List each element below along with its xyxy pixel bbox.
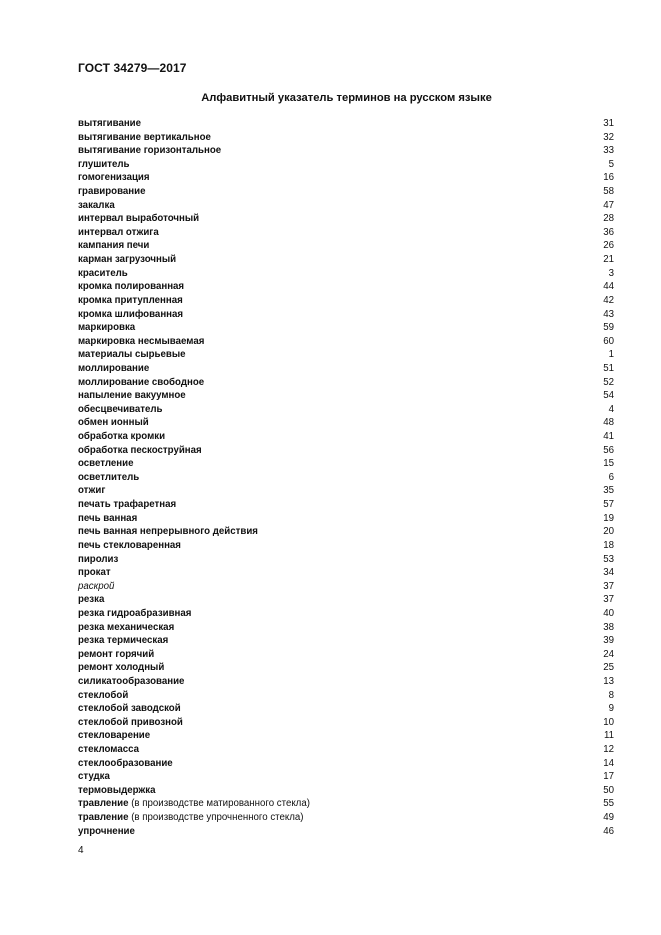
index-page-ref: 55	[603, 798, 614, 810]
index-page-ref: 28	[603, 213, 614, 225]
index-term-qualifier: (в производстве матированного стекла)	[131, 798, 310, 810]
index-page-ref: 19	[603, 512, 614, 524]
index-term: вытягивание вертикальное	[78, 131, 211, 143]
index-term: маркировка	[78, 322, 136, 334]
index-entry-term-group	[78, 648, 154, 662]
index-page-ref: 10	[603, 716, 614, 728]
index-term: вытягивание	[78, 118, 142, 129]
index-term: силикатообразование	[78, 675, 185, 687]
index-term: травление	[78, 798, 129, 810]
index-page-ref: 37	[603, 594, 614, 606]
index-entry-term-group	[78, 171, 150, 185]
index-entry-term-group	[78, 239, 149, 253]
index-entry	[78, 607, 614, 621]
index-page-ref: 14	[603, 757, 614, 769]
index-title: Алфавитный указатель терминов на русском языке	[201, 92, 492, 104]
index-entry	[78, 566, 614, 580]
index-entry	[78, 185, 614, 199]
index-entry-term-group	[78, 689, 128, 703]
index-page-ref: 16	[603, 172, 614, 184]
index-term: резка	[78, 594, 105, 606]
index-entry	[78, 498, 614, 512]
index-page-ref: 21	[603, 254, 614, 266]
index-entry-term-group	[78, 512, 137, 526]
index-page-ref: 20	[603, 526, 614, 538]
index-term: ремонт горячий	[78, 648, 155, 660]
index-entry	[78, 144, 614, 158]
index-entry-term-group	[78, 280, 184, 294]
index-term: кромка притупленная	[78, 294, 183, 306]
index-page-ref: 33	[603, 145, 614, 157]
index-entry	[78, 321, 614, 335]
index-page-ref: 51	[603, 362, 614, 374]
index-entry-term-group	[78, 389, 186, 403]
index-term: печь ванная	[78, 512, 138, 524]
index-entry	[78, 675, 614, 689]
index-term: травление	[78, 812, 129, 824]
index-term: напыление вакуумное	[78, 390, 186, 402]
index-term: кромка шлифованная	[78, 308, 184, 320]
index-page-ref: 48	[603, 417, 614, 429]
index-term: отжиг	[78, 485, 106, 497]
index-entry	[78, 512, 614, 526]
index-entry	[78, 797, 614, 811]
index-entry	[78, 580, 614, 594]
index-entry-term-group	[78, 770, 110, 784]
index-entry-term-group	[78, 226, 159, 240]
index-page-ref: 25	[603, 662, 614, 674]
index-term: карман загрузочный	[78, 254, 177, 266]
index-entry-term-group	[78, 117, 141, 131]
index-term: интервал отжига	[78, 226, 159, 238]
index-entry-term-group	[78, 158, 129, 172]
index-page-ref: 36	[603, 226, 614, 238]
index-entry	[78, 294, 614, 308]
index-page-ref: 15	[603, 458, 614, 470]
index-term: резка механическая	[78, 621, 175, 633]
index-page-ref: 17	[603, 771, 614, 783]
index-entry	[78, 158, 614, 172]
index-page-ref: 12	[603, 744, 614, 756]
index-entry	[78, 117, 614, 131]
index-term: краситель	[78, 267, 128, 279]
index-entry	[78, 539, 614, 553]
index-entry-term-group	[78, 471, 139, 485]
index-entry-term-group	[78, 607, 191, 621]
index-entry-term-group	[78, 321, 135, 335]
index-page-ref: 54	[603, 390, 614, 402]
index-term-qualifier: (в производстве упрочненного стекла)	[131, 812, 304, 824]
index-entry-term-group	[78, 661, 164, 675]
index-entry	[78, 267, 614, 281]
index-term: кромка полированная	[78, 281, 185, 293]
index-entry-term-group	[78, 457, 134, 471]
index-page-ref: 32	[603, 131, 614, 143]
index-entry-term-group	[78, 253, 176, 267]
index-page-ref: 3	[608, 267, 614, 279]
index-page-ref: 56	[603, 444, 614, 456]
index-entry	[78, 784, 614, 798]
index-page-ref: 58	[603, 186, 614, 198]
index-page-ref: 40	[603, 607, 614, 619]
index-entry-term-group	[78, 144, 221, 158]
index-page-ref: 8	[608, 689, 614, 701]
index-entry	[78, 131, 614, 145]
index-page-ref: 9	[608, 703, 614, 715]
index-term: закалка	[78, 199, 115, 211]
index-term: гомогенизация	[78, 172, 150, 184]
index-entry	[78, 212, 614, 226]
index-entry	[78, 362, 614, 376]
index-page-ref: 57	[603, 499, 614, 511]
index-term: ремонт холодный	[78, 662, 165, 674]
index-page-ref: 1	[608, 349, 614, 361]
index-entry-term-group	[78, 498, 176, 512]
index-entry	[78, 702, 614, 716]
index-term: обработка пескоструйная	[78, 444, 202, 456]
index-entry	[78, 634, 614, 648]
index-term: обработка кромки	[78, 431, 166, 443]
index-page-ref: 52	[603, 376, 614, 388]
index-entry-term-group	[78, 416, 149, 430]
index-page-ref: 35	[603, 485, 614, 497]
index-entry-term-group	[78, 621, 174, 635]
index-term: стеклобой	[78, 689, 129, 701]
index-entry-term-group	[78, 539, 181, 553]
index-page-ref: 42	[603, 294, 614, 306]
index-entry-term-group	[78, 580, 114, 594]
index-entry-term-group	[78, 825, 135, 839]
index-page-ref: 46	[603, 825, 614, 837]
index-entry-term-group	[78, 131, 211, 145]
index-entry	[78, 308, 614, 322]
index-term: студка	[78, 771, 110, 783]
index-entry-term-group	[78, 267, 128, 281]
index-term: печать трафаретная	[78, 499, 177, 511]
index-entry-term-group	[78, 348, 185, 362]
index-term: упрочнение	[78, 825, 135, 837]
index-page-ref: 13	[603, 675, 614, 687]
index-term: печь ванная непрерывного действия	[78, 526, 258, 538]
index-entry-term-group	[78, 308, 183, 322]
index-term: раскрой	[78, 580, 115, 592]
index-entry	[78, 226, 614, 240]
index-entry-term-group	[78, 525, 258, 539]
index-term: материалы сырьевые	[78, 349, 186, 361]
index-entry	[78, 553, 614, 567]
index-entry-term-group	[78, 430, 165, 444]
index-term: стекловарение	[78, 730, 151, 742]
index-entry	[78, 716, 614, 730]
index-entry	[78, 253, 614, 267]
index-page-ref: 60	[603, 335, 614, 347]
index-entry-term-group	[78, 634, 168, 648]
index-entry-term-group	[78, 444, 202, 458]
index-term: обмен ионный	[78, 417, 149, 429]
index-entry	[78, 199, 614, 213]
index-entry	[78, 403, 614, 417]
index-entry	[78, 457, 614, 471]
index-term: интервал выработочный	[78, 213, 200, 225]
index-page-ref: 5	[608, 158, 614, 170]
index-term: стекломасса	[78, 744, 140, 756]
index-entry	[78, 416, 614, 430]
index-entry-term-group	[78, 376, 204, 390]
index-term: осветление	[78, 458, 134, 470]
index-entry	[78, 171, 614, 185]
index-entry	[78, 825, 614, 839]
index-entry-term-group	[78, 212, 199, 226]
index-entry	[78, 729, 614, 743]
index-term: моллирование свободное	[78, 376, 205, 388]
index-page-ref: 43	[603, 308, 614, 320]
index-page-ref: 49	[603, 812, 614, 824]
index-entry-term-group	[78, 553, 118, 567]
index-page-ref: 59	[603, 322, 614, 334]
index-entry	[78, 757, 614, 771]
index-term: гравирование	[78, 186, 146, 198]
index-page-ref: 41	[603, 431, 614, 443]
index-entry-term-group	[78, 716, 183, 730]
index-entry-term-group	[78, 566, 111, 580]
index-entry	[78, 484, 614, 498]
index-page-ref: 37	[603, 580, 614, 592]
index-entry-term-group	[78, 484, 105, 498]
index-term: моллирование	[78, 362, 150, 374]
document-id-header: ГОСТ 34279—2017	[78, 61, 187, 75]
index-entry	[78, 525, 614, 539]
index-entry	[78, 770, 614, 784]
index-page-ref: 44	[603, 281, 614, 293]
index-term: маркировка несмываемая	[78, 335, 205, 347]
index-page-ref: 11	[603, 730, 614, 742]
index-term: обесцвечиватель	[78, 403, 163, 415]
index-page-ref: 50	[603, 784, 614, 796]
index-page-ref: 31	[603, 118, 614, 129]
index-page-ref: 6	[608, 471, 614, 483]
index-term: вытягивание горизонтальное	[78, 145, 222, 157]
index-entry-term-group	[78, 784, 156, 798]
index-entry	[78, 389, 614, 403]
index-entry-term-group	[78, 362, 149, 376]
index-entry-term-group	[78, 294, 183, 308]
index-term: прокат	[78, 567, 111, 579]
index-term: глушитель	[78, 158, 130, 170]
index-entry	[78, 471, 614, 485]
index-page-ref: 24	[603, 648, 614, 660]
index-entry	[78, 444, 614, 458]
index-term: резка термическая	[78, 635, 169, 647]
index-entry	[78, 689, 614, 703]
index-page-ref: 47	[603, 199, 614, 211]
index-term: стеклобой привозной	[78, 716, 183, 728]
index-entry-term-group	[78, 811, 304, 825]
index-term: стеклобой заводской	[78, 703, 181, 715]
index-entry	[78, 593, 614, 607]
index-entry	[78, 348, 614, 362]
index-term: стеклообразование	[78, 757, 173, 769]
index-page-ref: 53	[603, 553, 614, 565]
index-entry	[78, 743, 614, 757]
index-page-ref: 4	[608, 403, 614, 415]
index-page-ref: 26	[603, 240, 614, 252]
index-entry-term-group	[78, 797, 310, 811]
index-entry-term-group	[78, 757, 173, 771]
term-index-list	[78, 117, 614, 838]
index-entry	[78, 661, 614, 675]
index-term: термовыдержка	[78, 784, 156, 796]
index-entry	[78, 648, 614, 662]
index-entry-term-group	[78, 675, 184, 689]
index-page-ref: 39	[603, 635, 614, 647]
page-number: 4	[78, 845, 84, 856]
index-term: печь стекловаренная	[78, 539, 181, 551]
index-entry-term-group	[78, 185, 146, 199]
index-page-ref: 38	[603, 621, 614, 633]
index-term: кампания печи	[78, 240, 150, 252]
index-entry-term-group	[78, 743, 139, 757]
index-entry	[78, 430, 614, 444]
index-entry	[78, 811, 614, 825]
index-term: пиролиз	[78, 553, 119, 565]
index-term: резка гидроабразивная	[78, 607, 192, 619]
index-entry-term-group	[78, 335, 204, 349]
index-entry	[78, 335, 614, 349]
index-entry	[78, 239, 614, 253]
index-page-ref: 34	[603, 567, 614, 579]
index-entry-term-group	[78, 729, 150, 743]
index-entry	[78, 376, 614, 390]
index-term: осветлитель	[78, 471, 140, 483]
index-entry-term-group	[78, 702, 181, 716]
index-entry	[78, 621, 614, 635]
index-entry	[78, 280, 614, 294]
index-entry-term-group	[78, 593, 104, 607]
index-entry-term-group	[78, 403, 163, 417]
index-page-ref: 18	[603, 539, 614, 551]
index-entry-term-group	[78, 199, 115, 213]
